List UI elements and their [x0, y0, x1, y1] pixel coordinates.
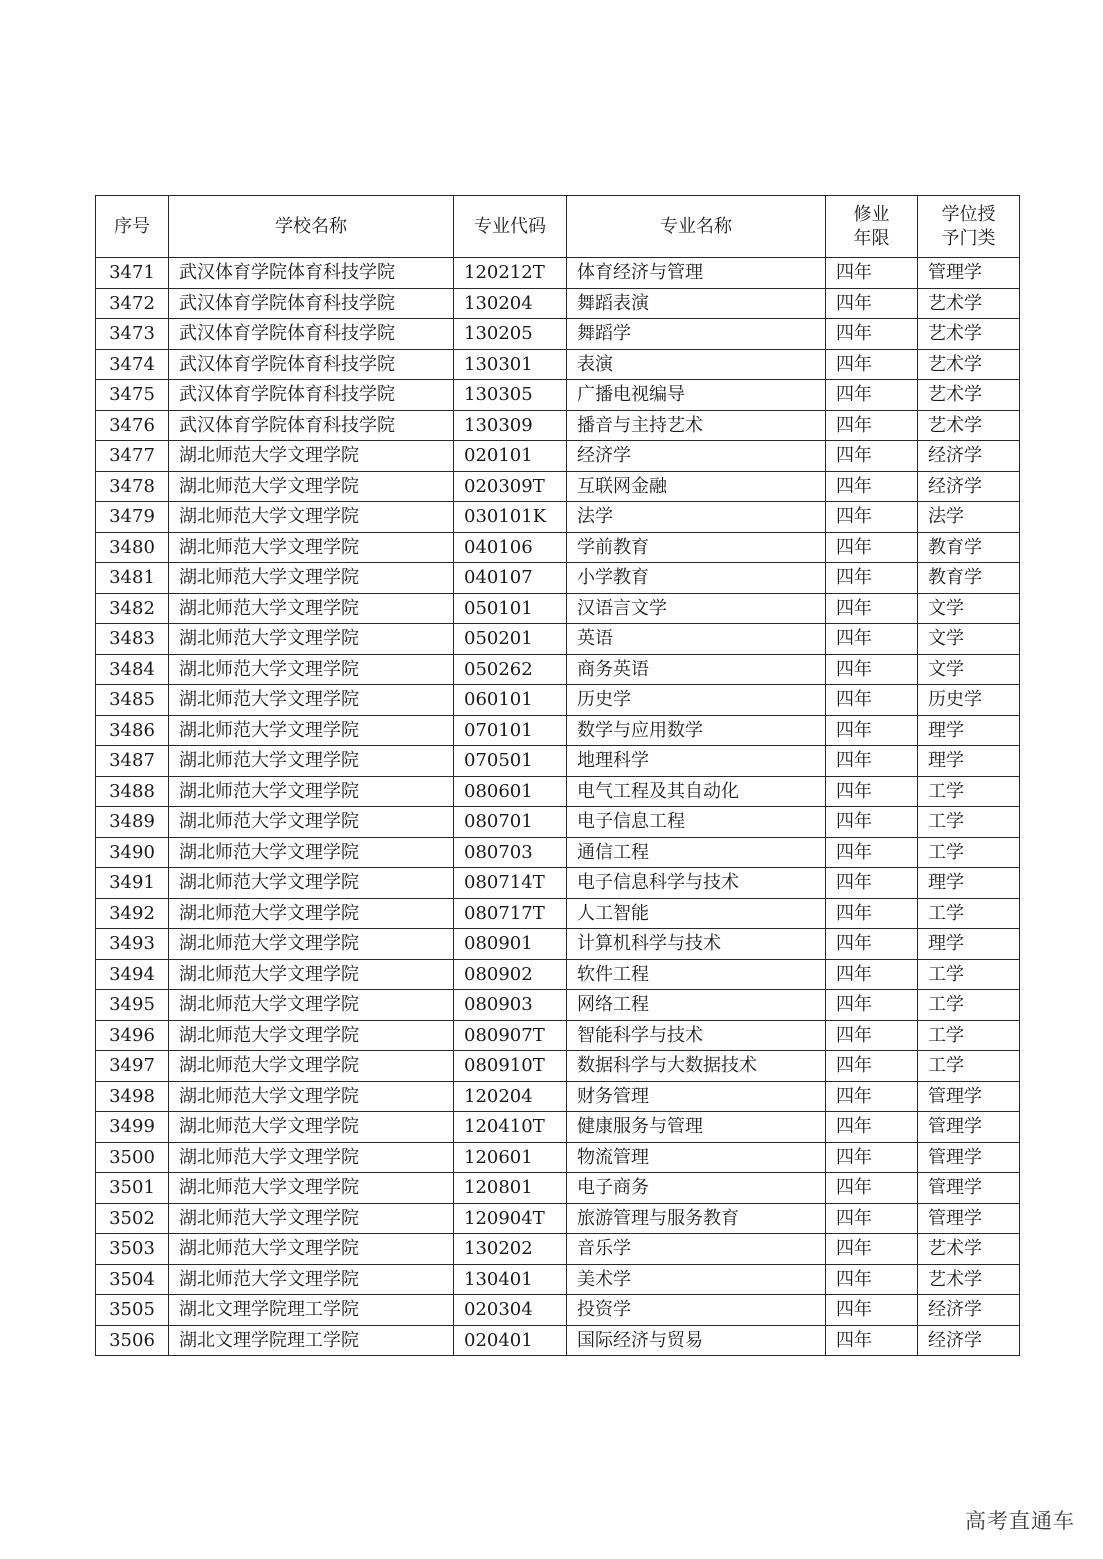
cell-major-code: 080703: [454, 837, 567, 868]
table-row: [96, 1142, 1020, 1173]
cell-study-years: 四年: [826, 532, 918, 563]
cell-no: 3505: [96, 1295, 169, 1326]
table-row: [96, 1112, 1020, 1143]
cell-study-years: 四年: [826, 349, 918, 380]
cell-major-name: 美术学: [567, 1264, 826, 1295]
cell-study-years: 四年: [826, 990, 918, 1021]
cell-degree-category: 理学: [918, 868, 1020, 899]
cell-major-code: 130309: [454, 410, 567, 441]
cell-study-years: 四年: [826, 1264, 918, 1295]
table-row: [96, 563, 1020, 594]
cell-degree-category: 艺术学: [918, 410, 1020, 441]
cell-school-name: 湖北师范大学文理学院: [169, 1112, 454, 1143]
table-row: [96, 746, 1020, 777]
cell-major-code: 040107: [454, 563, 567, 594]
cell-degree-category: 文学: [918, 654, 1020, 685]
cell-study-years: 四年: [826, 959, 918, 990]
cell-school-name: 湖北师范大学文理学院: [169, 1051, 454, 1082]
cell-no: 3475: [96, 380, 169, 411]
cell-degree-category: 经济学: [918, 441, 1020, 472]
cell-major-name: 舞蹈学: [567, 319, 826, 350]
table-row: [96, 319, 1020, 350]
cell-degree-category: 工学: [918, 990, 1020, 1021]
table-row: [96, 258, 1020, 289]
cell-study-years: 四年: [826, 471, 918, 502]
cell-study-years: 四年: [826, 685, 918, 716]
cell-major-code: 130205: [454, 319, 567, 350]
cell-major-name: 经济学: [567, 441, 826, 472]
cell-degree-category: 理学: [918, 715, 1020, 746]
cell-study-years: 四年: [826, 410, 918, 441]
table-row: [96, 288, 1020, 319]
cell-major-name: 汉语言文学: [567, 593, 826, 624]
cell-no: 3477: [96, 441, 169, 472]
table-row: [96, 1295, 1020, 1326]
cell-school-name: 湖北师范大学文理学院: [169, 898, 454, 929]
cell-degree-category: 艺术学: [918, 1264, 1020, 1295]
cell-major-code: 130401: [454, 1264, 567, 1295]
cell-school-name: 湖北师范大学文理学院: [169, 471, 454, 502]
cell-major-code: 070101: [454, 715, 567, 746]
cell-study-years: 四年: [826, 1020, 918, 1051]
table-row: [96, 929, 1020, 960]
cell-major-name: 电子商务: [567, 1173, 826, 1204]
table-header: [96, 196, 1020, 258]
cell-school-name: 湖北师范大学文理学院: [169, 1081, 454, 1112]
cell-no: 3490: [96, 837, 169, 868]
cell-school-name: 湖北师范大学文理学院: [169, 563, 454, 594]
table-row: [96, 685, 1020, 716]
cell-school-name: 武汉体育学院体育科技学院: [169, 380, 454, 411]
cell-study-years: 四年: [826, 1051, 918, 1082]
cell-major-name: 网络工程: [567, 990, 826, 1021]
cell-study-years: 四年: [826, 1142, 918, 1173]
cell-school-name: 湖北师范大学文理学院: [169, 929, 454, 960]
cell-no: 3503: [96, 1234, 169, 1265]
cell-major-name: 英语: [567, 624, 826, 655]
cell-major-name: 互联网金融: [567, 471, 826, 502]
cell-degree-category: 艺术学: [918, 319, 1020, 350]
cell-study-years: 四年: [826, 563, 918, 594]
cell-school-name: 武汉体育学院体育科技学院: [169, 410, 454, 441]
watermark-text: 高考直通车: [965, 1509, 1075, 1533]
cell-school-name: 湖北师范大学文理学院: [169, 441, 454, 472]
cell-study-years: 四年: [826, 807, 918, 838]
cell-no: 3472: [96, 288, 169, 319]
cell-study-years: 四年: [826, 654, 918, 685]
header-years-line1: 修业: [853, 203, 890, 225]
cell-major-name: 数据科学与大数据技术: [567, 1051, 826, 1082]
cell-study-years: 四年: [826, 715, 918, 746]
cell-degree-category: 经济学: [918, 1295, 1020, 1326]
cell-study-years: 四年: [826, 319, 918, 350]
table-row: [96, 654, 1020, 685]
cell-school-name: 湖北师范大学文理学院: [169, 746, 454, 777]
cell-major-code: 020309T: [454, 471, 567, 502]
cell-major-code: 080601: [454, 776, 567, 807]
cell-school-name: 湖北文理学院理工学院: [169, 1295, 454, 1326]
cell-no: 3471: [96, 258, 169, 289]
cell-major-code: 030101K: [454, 502, 567, 533]
cell-degree-category: 工学: [918, 776, 1020, 807]
cell-no: 3478: [96, 471, 169, 502]
cell-major-code: 120601: [454, 1142, 567, 1173]
cell-major-code: 130204: [454, 288, 567, 319]
cell-school-name: 湖北师范大学文理学院: [169, 685, 454, 716]
header-degree: [918, 196, 1020, 258]
cell-school-name: 湖北师范大学文理学院: [169, 654, 454, 685]
cell-major-name: 人工智能: [567, 898, 826, 929]
cell-major-code: 130305: [454, 380, 567, 411]
cell-degree-category: 文学: [918, 593, 1020, 624]
table-row: [96, 471, 1020, 502]
cell-school-name: 湖北师范大学文理学院: [169, 1020, 454, 1051]
cell-major-name: 计算机科学与技术: [567, 929, 826, 960]
cell-major-name: 电子信息工程: [567, 807, 826, 838]
cell-major-code: 020401: [454, 1325, 567, 1356]
cell-degree-category: 理学: [918, 929, 1020, 960]
cell-school-name: 湖北师范大学文理学院: [169, 868, 454, 899]
cell-major-code: 050262: [454, 654, 567, 685]
cell-no: 3483: [96, 624, 169, 655]
table-row: [96, 898, 1020, 929]
cell-major-name: 播音与主持艺术: [567, 410, 826, 441]
cell-study-years: 四年: [826, 593, 918, 624]
cell-degree-category: 工学: [918, 1020, 1020, 1051]
cell-no: 3485: [96, 685, 169, 716]
cell-no: 3495: [96, 990, 169, 1021]
cell-school-name: 湖北师范大学文理学院: [169, 532, 454, 563]
table-row: [96, 1081, 1020, 1112]
table-row: [96, 837, 1020, 868]
cell-degree-category: 管理学: [918, 1112, 1020, 1143]
cell-major-code: 040106: [454, 532, 567, 563]
cell-no: 3474: [96, 349, 169, 380]
cell-degree-category: 管理学: [918, 1142, 1020, 1173]
cell-study-years: 四年: [826, 1325, 918, 1356]
table-row: [96, 807, 1020, 838]
cell-major-name: 国际经济与贸易: [567, 1325, 826, 1356]
cell-major-name: 电气工程及其自动化: [567, 776, 826, 807]
cell-no: 3500: [96, 1142, 169, 1173]
cell-major-name: 通信工程: [567, 837, 826, 868]
cell-major-name: 智能科学与技术: [567, 1020, 826, 1051]
cell-no: 3480: [96, 532, 169, 563]
cell-major-code: 120801: [454, 1173, 567, 1204]
majors-table: [95, 195, 1020, 1356]
cell-major-name: 体育经济与管理: [567, 258, 826, 289]
table-body: [96, 258, 1020, 1356]
cell-major-code: 130301: [454, 349, 567, 380]
cell-major-name: 法学: [567, 502, 826, 533]
cell-degree-category: 艺术学: [918, 349, 1020, 380]
cell-no: 3504: [96, 1264, 169, 1295]
cell-no: 3476: [96, 410, 169, 441]
cell-school-name: 武汉体育学院体育科技学院: [169, 288, 454, 319]
table-row: [96, 1203, 1020, 1234]
cell-no: 3492: [96, 898, 169, 929]
cell-school-name: 湖北师范大学文理学院: [169, 593, 454, 624]
cell-major-name: 商务英语: [567, 654, 826, 685]
cell-school-name: 湖北师范大学文理学院: [169, 1142, 454, 1173]
cell-no: 3502: [96, 1203, 169, 1234]
cell-no: 3486: [96, 715, 169, 746]
header-no: 序号: [96, 196, 169, 258]
cell-study-years: 四年: [826, 1173, 918, 1204]
table-row: [96, 410, 1020, 441]
table-row: [96, 776, 1020, 807]
table-row: [96, 1325, 1020, 1356]
cell-no: 3488: [96, 776, 169, 807]
cell-major-code: 120204: [454, 1081, 567, 1112]
cell-no: 3473: [96, 319, 169, 350]
cell-major-code: 120410T: [454, 1112, 567, 1143]
cell-major-code: 020101: [454, 441, 567, 472]
cell-school-name: 武汉体育学院体育科技学院: [169, 349, 454, 380]
table-row: [96, 1020, 1020, 1051]
cell-major-code: 120904T: [454, 1203, 567, 1234]
cell-major-code: 050201: [454, 624, 567, 655]
table-row: [96, 715, 1020, 746]
cell-major-name: 财务管理: [567, 1081, 826, 1112]
cell-no: 3499: [96, 1112, 169, 1143]
cell-degree-category: 管理学: [918, 1203, 1020, 1234]
header-code: 专业代码: [454, 196, 567, 258]
cell-major-name: 学前教育: [567, 532, 826, 563]
cell-no: 3482: [96, 593, 169, 624]
cell-no: 3481: [96, 563, 169, 594]
cell-major-code: 020304: [454, 1295, 567, 1326]
cell-no: 3484: [96, 654, 169, 685]
table-row: [96, 868, 1020, 899]
cell-degree-category: 工学: [918, 959, 1020, 990]
table-row: [96, 624, 1020, 655]
cell-no: 3491: [96, 868, 169, 899]
cell-major-code: 130202: [454, 1234, 567, 1265]
cell-degree-category: 文学: [918, 624, 1020, 655]
cell-study-years: 四年: [826, 380, 918, 411]
cell-school-name: 湖北师范大学文理学院: [169, 1173, 454, 1204]
table-row: [96, 1234, 1020, 1265]
cell-school-name: 湖北师范大学文理学院: [169, 624, 454, 655]
cell-major-code: 060101: [454, 685, 567, 716]
cell-no: 3487: [96, 746, 169, 777]
cell-degree-category: 管理学: [918, 1173, 1020, 1204]
cell-school-name: 湖北文理学院理工学院: [169, 1325, 454, 1356]
cell-major-code: 080903: [454, 990, 567, 1021]
cell-study-years: 四年: [826, 1295, 918, 1326]
cell-no: 3506: [96, 1325, 169, 1356]
cell-major-code: 080902: [454, 959, 567, 990]
cell-school-name: 湖北师范大学文理学院: [169, 1203, 454, 1234]
table-row: [96, 1264, 1020, 1295]
table-row: [96, 441, 1020, 472]
cell-major-name: 音乐学: [567, 1234, 826, 1265]
cell-major-name: 舞蹈表演: [567, 288, 826, 319]
cell-study-years: 四年: [826, 288, 918, 319]
cell-degree-category: 管理学: [918, 258, 1020, 289]
header-years-line2: 年限: [853, 227, 890, 249]
cell-degree-category: 艺术学: [918, 380, 1020, 411]
cell-major-name: 表演: [567, 349, 826, 380]
cell-major-name: 软件工程: [567, 959, 826, 990]
cell-major-name: 历史学: [567, 685, 826, 716]
cell-degree-category: 艺术学: [918, 288, 1020, 319]
header-row: [96, 196, 1020, 258]
cell-degree-category: 历史学: [918, 685, 1020, 716]
cell-school-name: 湖北师范大学文理学院: [169, 776, 454, 807]
cell-study-years: 四年: [826, 1234, 918, 1265]
cell-school-name: 湖北师范大学文理学院: [169, 959, 454, 990]
table-row: [96, 959, 1020, 990]
cell-major-code: 070501: [454, 746, 567, 777]
cell-major-name: 旅游管理与服务教育: [567, 1203, 826, 1234]
cell-school-name: 湖北师范大学文理学院: [169, 715, 454, 746]
cell-school-name: 武汉体育学院体育科技学院: [169, 319, 454, 350]
cell-major-name: 投资学: [567, 1295, 826, 1326]
cell-major-code: 120212T: [454, 258, 567, 289]
cell-study-years: 四年: [826, 1081, 918, 1112]
cell-major-name: 物流管理: [567, 1142, 826, 1173]
cell-degree-category: 经济学: [918, 1325, 1020, 1356]
cell-degree-category: 工学: [918, 1051, 1020, 1082]
cell-no: 3496: [96, 1020, 169, 1051]
cell-school-name: 湖北师范大学文理学院: [169, 1234, 454, 1265]
cell-study-years: 四年: [826, 502, 918, 533]
cell-school-name: 湖北师范大学文理学院: [169, 837, 454, 868]
table-row: [96, 502, 1020, 533]
cell-study-years: 四年: [826, 837, 918, 868]
cell-study-years: 四年: [826, 1112, 918, 1143]
cell-degree-category: 工学: [918, 807, 1020, 838]
cell-study-years: 四年: [826, 898, 918, 929]
cell-study-years: 四年: [826, 441, 918, 472]
cell-no: 3479: [96, 502, 169, 533]
cell-degree-category: 艺术学: [918, 1234, 1020, 1265]
cell-major-code: 080717T: [454, 898, 567, 929]
table-row: [96, 593, 1020, 624]
cell-degree-category: 工学: [918, 898, 1020, 929]
cell-major-name: 地理科学: [567, 746, 826, 777]
table-row: [96, 349, 1020, 380]
cell-school-name: 湖北师范大学文理学院: [169, 1264, 454, 1295]
header-major: 专业名称: [567, 196, 826, 258]
cell-major-name: 电子信息科学与技术: [567, 868, 826, 899]
cell-major-code: 050101: [454, 593, 567, 624]
cell-major-name: 健康服务与管理: [567, 1112, 826, 1143]
cell-school-name: 湖北师范大学文理学院: [169, 502, 454, 533]
cell-school-name: 湖北师范大学文理学院: [169, 807, 454, 838]
cell-degree-category: 理学: [918, 746, 1020, 777]
header-degree-line2: 予门类: [941, 227, 996, 249]
header-degree-line1: 学位授: [941, 203, 996, 225]
cell-study-years: 四年: [826, 776, 918, 807]
cell-major-code: 080714T: [454, 868, 567, 899]
header-school: 学校名称: [169, 196, 454, 258]
table-row: [96, 990, 1020, 1021]
cell-school-name: 武汉体育学院体育科技学院: [169, 258, 454, 289]
cell-major-name: 小学教育: [567, 563, 826, 594]
cell-degree-category: 教育学: [918, 563, 1020, 594]
cell-no: 3497: [96, 1051, 169, 1082]
cell-study-years: 四年: [826, 1203, 918, 1234]
table-row: [96, 1173, 1020, 1204]
table-row: [96, 532, 1020, 563]
cell-major-name: 广播电视编导: [567, 380, 826, 411]
cell-no: 3501: [96, 1173, 169, 1204]
cell-major-code: 080701: [454, 807, 567, 838]
header-years: [826, 196, 918, 258]
cell-degree-category: 教育学: [918, 532, 1020, 563]
cell-major-name: 数学与应用数学: [567, 715, 826, 746]
table-row: [96, 380, 1020, 411]
table-row: [96, 1051, 1020, 1082]
cell-degree-category: 经济学: [918, 471, 1020, 502]
cell-study-years: 四年: [826, 624, 918, 655]
cell-study-years: 四年: [826, 746, 918, 777]
cell-study-years: 四年: [826, 868, 918, 899]
cell-major-code: 080910T: [454, 1051, 567, 1082]
cell-major-code: 080907T: [454, 1020, 567, 1051]
cell-no: 3494: [96, 959, 169, 990]
cell-study-years: 四年: [826, 929, 918, 960]
cell-study-years: 四年: [826, 258, 918, 289]
cell-school-name: 湖北师范大学文理学院: [169, 990, 454, 1021]
cell-degree-category: 法学: [918, 502, 1020, 533]
cell-degree-category: 管理学: [918, 1081, 1020, 1112]
cell-major-code: 080901: [454, 929, 567, 960]
cell-no: 3493: [96, 929, 169, 960]
cell-no: 3489: [96, 807, 169, 838]
cell-no: 3498: [96, 1081, 169, 1112]
cell-degree-category: 工学: [918, 837, 1020, 868]
